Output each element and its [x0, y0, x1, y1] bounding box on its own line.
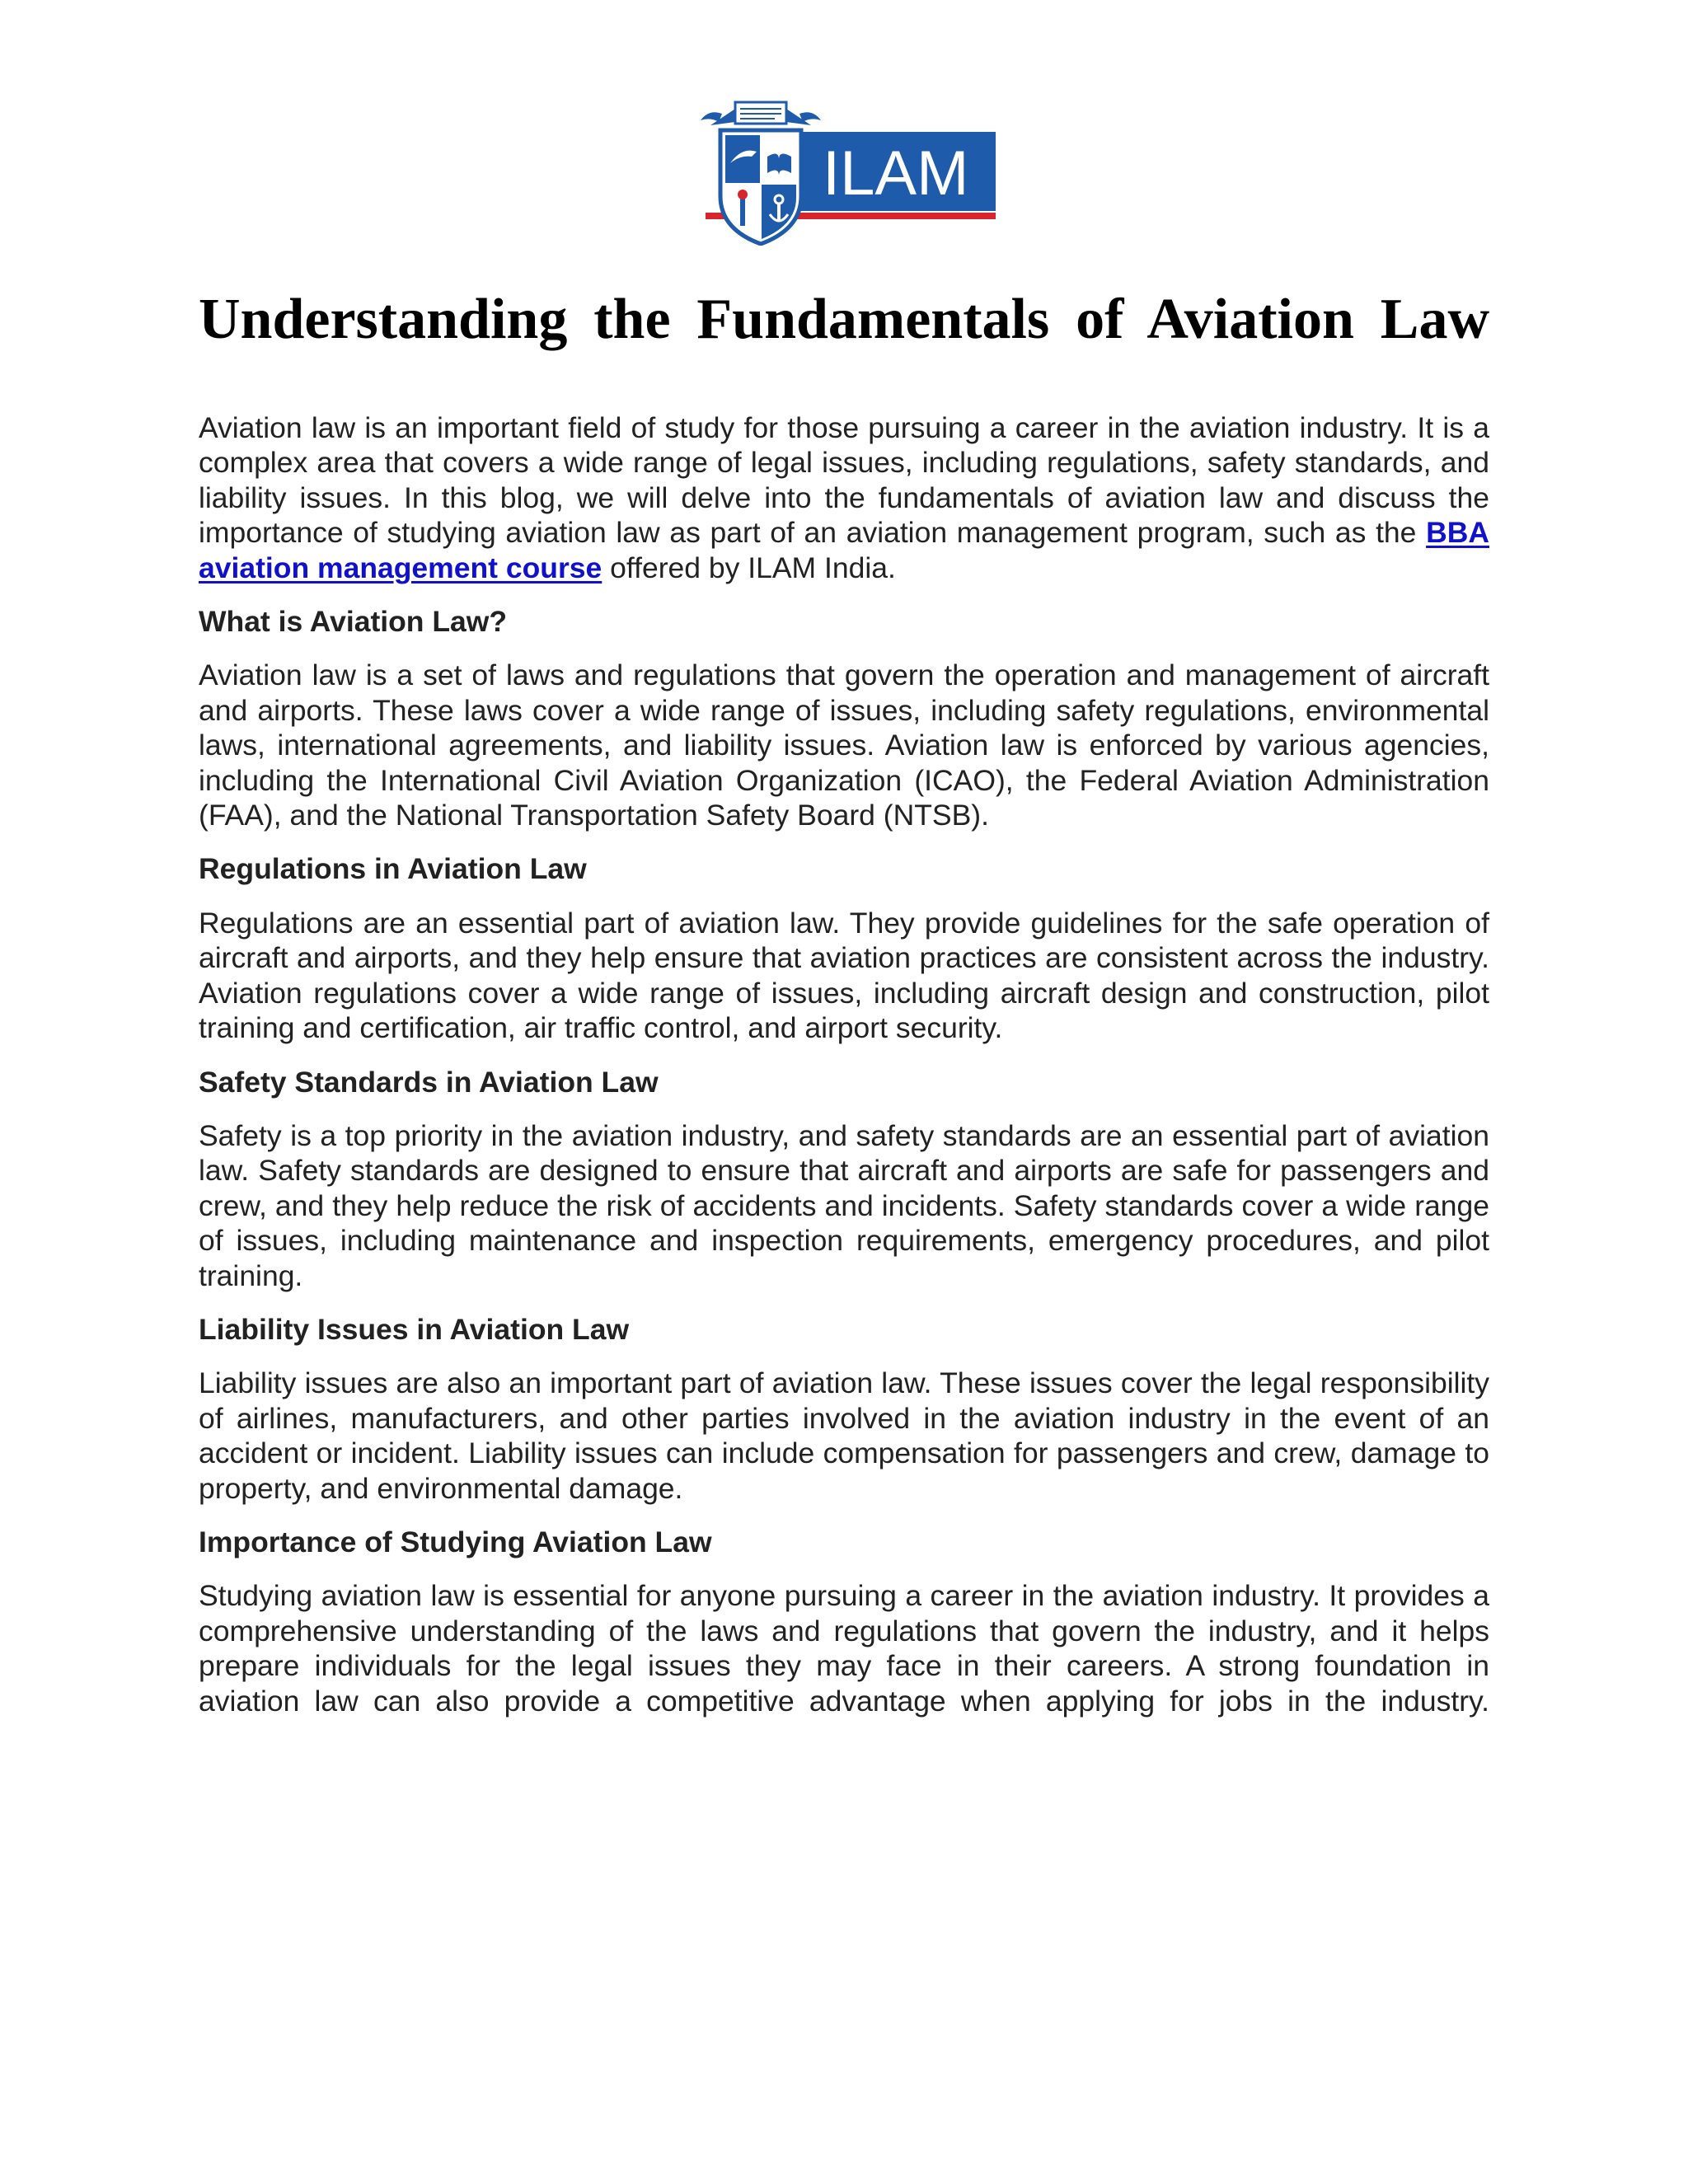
- intro-paragraph: [199, 410, 1489, 585]
- article-body: [199, 410, 1489, 1737]
- section-paragraph-safety: Safety is a top priority in the aviation industry, and safety standards are an essential part of aviation law. Safety standards are designed to ensure that aircraft and airports are safe for passengers and crew, and they help reduce the risk of accidents and incidents. Safety standards cover a wide range of issues, including maintenance and inspection requirements, emergency procedures, and pilot training.: [199, 1118, 1489, 1292]
- section-heading-safety: Safety Standards in Aviation Law: [199, 1065, 659, 1099]
- section-paragraph-regulations: Regulations are an essential part of aviation law. They provide guidelines for the safe operation of aircraft and airports, and they help ensure that aviation practices are consistent across the industry. Aviation regulations cover a wide range of issues, including aircraft design and construction, pilot training and certification, air traffic control, and airport security.: [199, 906, 1489, 1045]
- section-heading-importance: Importance of Studying Aviation Law: [199, 1525, 712, 1558]
- section-paragraph-liability: Liability issues are also an important part of aviation law. These issues cover the legal responsibility of airlines, manufacturers, and other parties involved in the aviation industry in the event of an accident or incident. Liability issues can include compensation for passengers and crew, damage to property, and environmental damage.: [199, 1366, 1489, 1505]
- section-paragraph-what-is: Aviation law is a set of laws and regulations that govern the operation and management of aircraft and airports. These laws cover a wide range of issues, including safety regulations, environmental laws, international agreements, and liability issues. Aviation law is enforced by various agencies, including the International Civil Aviation Organization (ICAO), the Federal Aviation Administration (FAA), and the National Transportation Safety Board (NTSB).: [199, 658, 1489, 832]
- intro-text-after-link: offered by ILAM India.: [602, 551, 896, 584]
- ilam-logo-graphic: [689, 97, 999, 246]
- section-heading-what-is: What is Aviation Law?: [199, 605, 508, 639]
- ilam-logo: [689, 97, 999, 246]
- bba-course-link[interactable]: BBA aviation management course: [199, 516, 1489, 584]
- section-heading-regulations: Regulations in Aviation Law: [199, 852, 587, 886]
- logo-wordmark: ILAM: [823, 138, 969, 209]
- page-title: Understanding the Fundamentals of Aviation Law: [199, 288, 1489, 351]
- section-paragraph-importance: Studying aviation law is essential for anyone pursuing a career in the aviation industry. It provides a comprehensive understanding of the laws and regulations that govern the industry, and it helps prepare individuals for the legal issues they may face in their careers. A strong foundation in aviation law can also provide a competitive advantage when applying for jobs in the industry.: [199, 1579, 1489, 1718]
- intro-text-before-link: Aviation law is an important field of study for those pursuing a career in the aviation industry. It is a complex area that covers a wide range of legal issues, including regulations, safety standards, and liability issues. In this blog, we will delve into the fundamentals of aviation law and discuss the importance of studying aviation law as part of an aviation management program, such as the: [199, 411, 1489, 550]
- section-heading-liability: Liability Issues in Aviation Law: [199, 1312, 630, 1346]
